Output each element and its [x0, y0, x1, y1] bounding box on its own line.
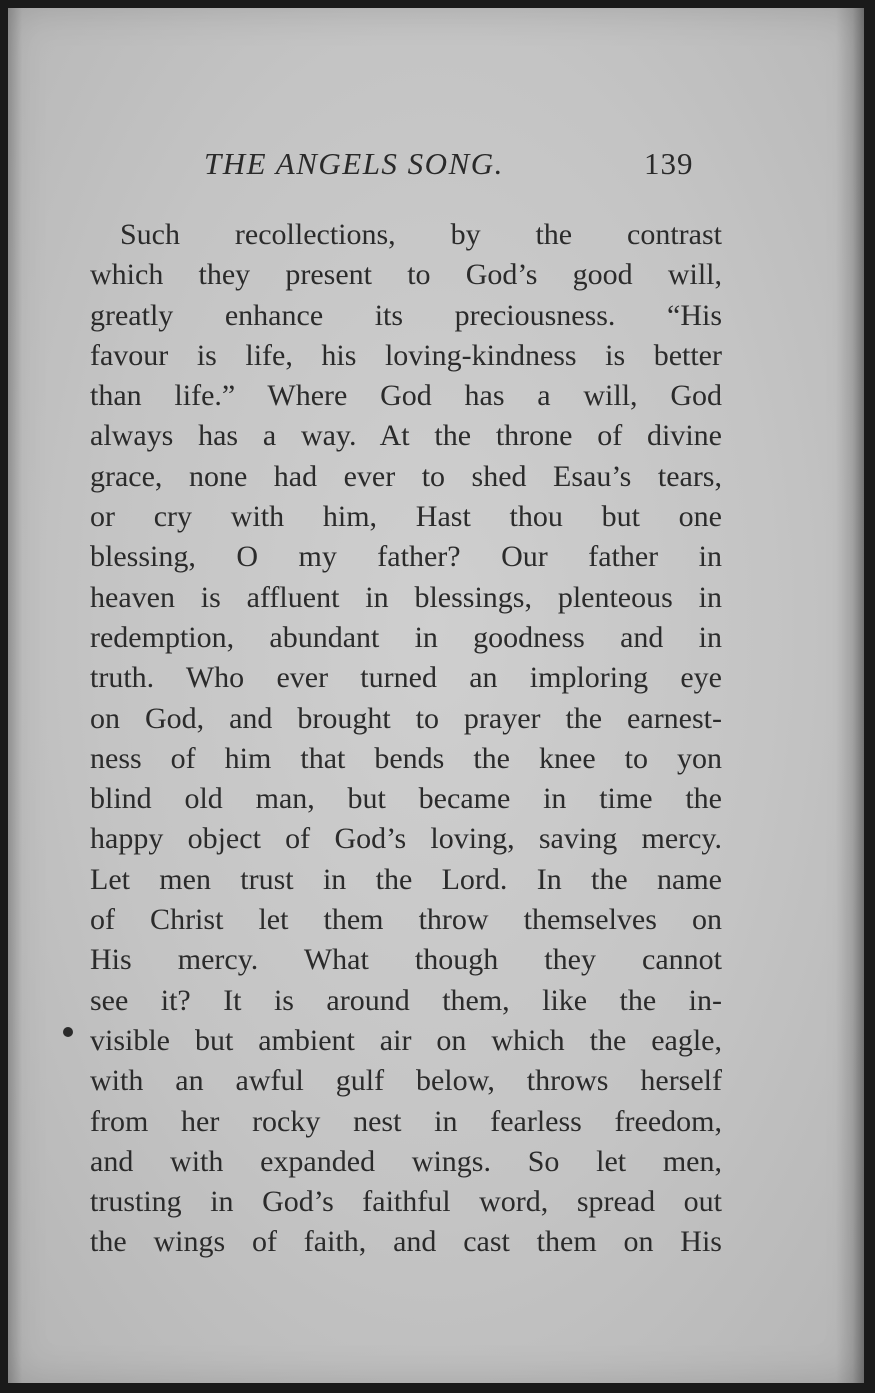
text-line: visible but ambient air on which the eagle,: [90, 1023, 722, 1057]
text-line: from her rocky nest in fearless freedom,: [90, 1104, 722, 1138]
text-line: see it? It is around them, like the in-: [90, 983, 722, 1017]
text-line: greatly enhance its preciousness. “His: [90, 298, 722, 332]
page-left-edge-shadow: [8, 8, 22, 1383]
text-line: which they present to God’s good will,: [90, 258, 722, 292]
text-line: ness of him that bends the knee to yon: [90, 741, 722, 775]
text-line: blind old man, but became in time the: [90, 782, 722, 816]
page-number: 139: [644, 146, 694, 181]
text-line: grace, none had ever to shed Esau’s tears,: [90, 459, 722, 493]
text-line: on God, and brought to prayer the earnest-: [90, 701, 722, 735]
text-line: the wings of faith, and cast them on His: [90, 1225, 722, 1259]
text-line: heaven is affluent in blessings, plenteous in: [90, 580, 722, 614]
page-spine-shadow: [836, 8, 864, 1383]
page-header: [8, 146, 864, 196]
text-line: of Christ let them throw themselves on: [90, 903, 722, 937]
text-line: than life.” Where God has a will, God: [90, 379, 722, 413]
text-line: blessing, O my father? Our father in: [90, 540, 722, 574]
text-line: truth. Who ever turned an imploring eye: [90, 661, 722, 695]
margin-ink-mark: [63, 1027, 73, 1037]
text-line: trusting in God’s faithful word, spread out: [90, 1185, 722, 1219]
text-line: with an awful gulf below, throws herself: [90, 1064, 722, 1098]
text-line: redemption, abundant in goodness and in: [90, 620, 722, 654]
text-line: happy object of God’s loving, saving mercy.: [90, 822, 722, 856]
text-line: or cry with him, Hast thou but one: [90, 500, 722, 534]
text-line: and with expanded wings. So let men,: [90, 1144, 722, 1178]
text-line: always has a way. At the throne of divine: [90, 419, 722, 453]
text-line: Let men trust in the Lord. In the name: [90, 862, 722, 896]
text-line: His mercy. What though they cannot: [90, 943, 722, 977]
book-page: [8, 8, 864, 1383]
text-line: favour is life, his loving-kindness is better: [90, 338, 722, 372]
text-line: Such recollections, by the contrast: [120, 218, 722, 251]
running-title: THE ANGELS SONG.: [204, 146, 504, 181]
body-text: [90, 215, 722, 1263]
